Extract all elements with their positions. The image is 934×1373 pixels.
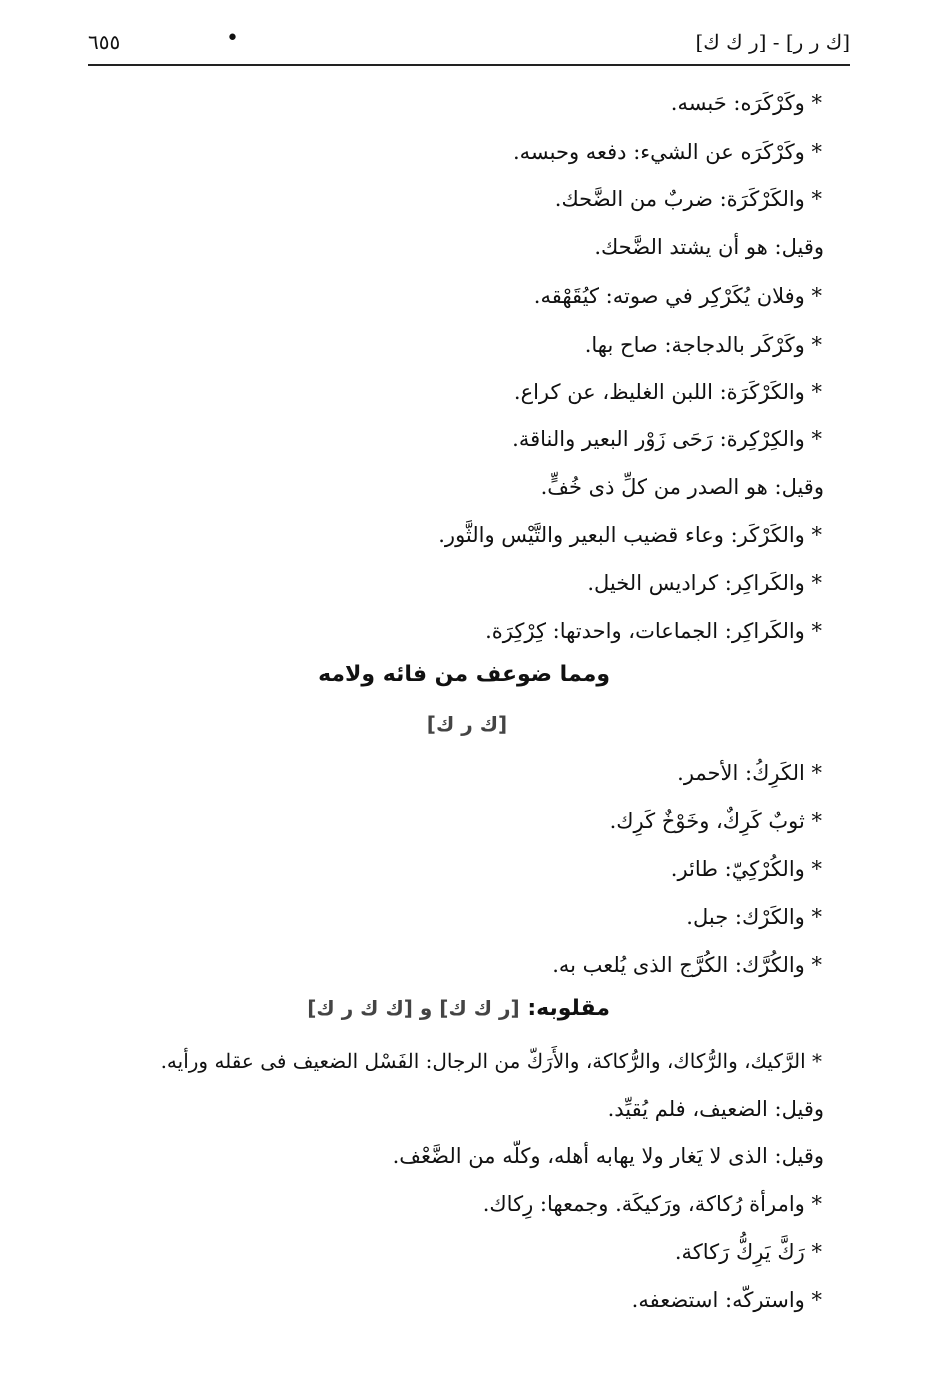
entry-line: * رَكَّ يَرِكُّ رَكاكة. <box>674 1240 822 1264</box>
entry-line: * والكَراكِر: الجماعات، واحدتها: كِرْكِرَة. <box>485 619 822 643</box>
entry-line: * والكَراكِر: كراديس الخيل. <box>587 571 822 595</box>
entry-line: * ثوبٌ كَرِكٌ، وخَوْخٌ كَرِك. <box>609 809 822 833</box>
entry-line: * الرَّكيك، والرُّكاك، والرُّكاكة، والأَرَكّ من الرجال: الفَسْل الضعيف فى عقله ورأيه. <box>160 1049 822 1073</box>
page-number: ٦٥٥ <box>88 30 121 54</box>
maqlub-roots: [ر ك ك] و [ك ك ر ك] <box>307 996 520 1020</box>
entry-line: * وامرأة رُكاكة، ورَكيكَة. وجمعها: رِكاك. <box>482 1192 822 1216</box>
entry-line: * وفلان يُكَرْكِر في صوته: كيُقَهْقه. <box>533 284 822 308</box>
entry-line: * والكَرْكَرَة: ضربٌ من الضَّحك. <box>554 187 822 211</box>
entry-line: * واستركّه: استضعفه. <box>631 1288 822 1312</box>
root-heading: [ك ر ك] <box>426 712 508 736</box>
entry-line: * وكَرْكَرَه عن الشيء: دفعه وحبسه. <box>512 140 822 164</box>
entry-line: * والكُرَّك: الكُرَّج الذى يُلعب به. <box>552 953 822 977</box>
entry-line: * والكَرْك: جبل. <box>686 905 822 929</box>
section-heading: ومما ضوعف من فائه ولامه <box>318 662 610 687</box>
entry-line: وقيل: الذى لا يَغار ولا يهابه أهله، وكلّه من الضَّعْف. <box>392 1144 824 1168</box>
entry-line: وقيل: هو أن يشتد الضَّحك. <box>594 235 824 259</box>
entry-line: * والكِرْكِرة: رَحَى زَوْر البعير والناقة. <box>512 427 822 451</box>
entry-line: وقيل: الضعيف، فلم يُقيِّد. <box>607 1097 824 1121</box>
header-dot: • <box>226 26 239 51</box>
entry-line: * والكَرْكَرَة: اللبن الغليظ، عن كراع. <box>513 380 822 404</box>
entry-line: * الكَرِكُ: الأحمر. <box>677 761 822 785</box>
entry-line: * والكُرْكِيّ: طائر. <box>670 857 822 881</box>
entry-line: * وكَرْكَر بالدجاجة: صاح بها. <box>584 333 822 357</box>
entry-line: وقيل: هو الصدر من كلِّ ذى خُفٍّ. <box>540 475 824 499</box>
entry-line: * والكَرْكَر: وعاء قضيب البعير والتَّيْس والثَّور. <box>438 523 822 547</box>
entry-line: * وكَرْكَرَه: حَبسه. <box>670 91 822 115</box>
maqlub-label: مقلوبه: <box>527 996 610 1021</box>
running-header <box>88 24 850 66</box>
header-root-range: [ك ر ر] - [ر ك ك] <box>695 30 850 54</box>
maqlub-heading <box>307 996 610 1021</box>
